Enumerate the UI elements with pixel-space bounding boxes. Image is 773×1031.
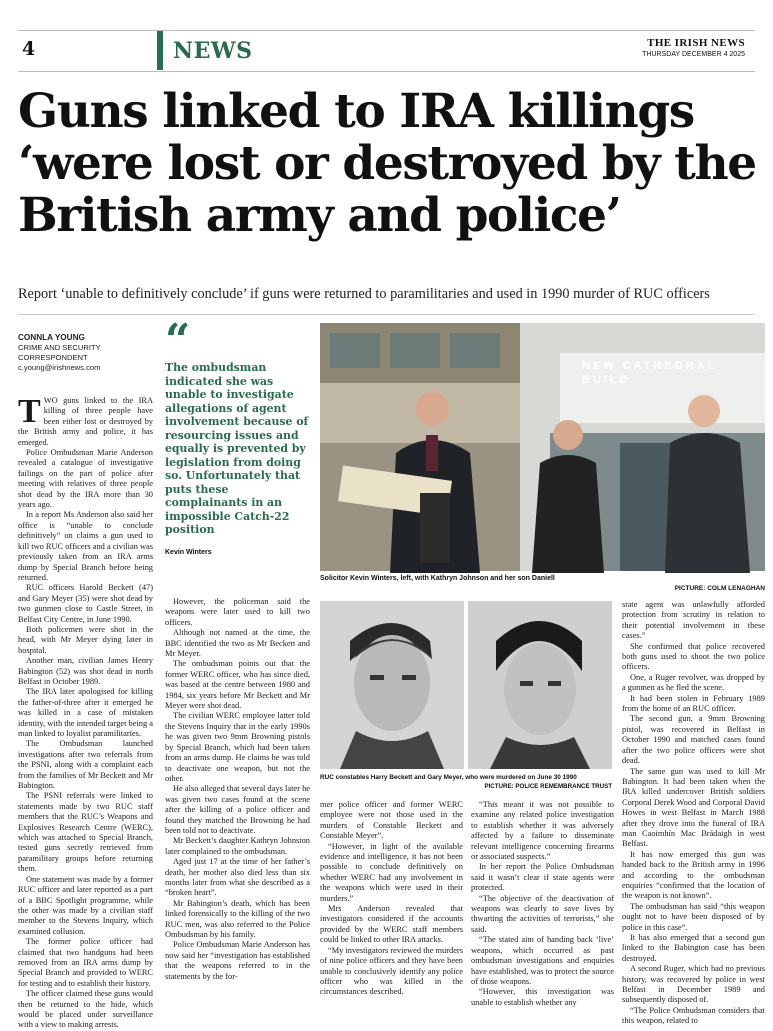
byline-name: CONNLA YOUNG <box>18 333 85 342</box>
paragraph: WO guns linked to the IRA killing of three people have been either lost or destroyed by the British army and police, it has emerged. <box>18 396 153 447</box>
paragraph: One statement was made by a former RUC officer and later reported as a part of a BBC Spotlight programme, while the other was made by a civilian staff member to the Stevens Inquiry, which examined collusion. <box>18 874 153 936</box>
paragraph: In her report the Police Ombudsman said it wasn’t clear if state agents were protected. <box>471 862 614 893</box>
paragraph: mer police officer and former WERC employee were not those used in the murders of Constable Beckett and Constable Meyer”. <box>320 800 463 841</box>
paragraph: One, a Ruger revolver, was dropped by a gunmen as he fled the scene. <box>622 672 765 693</box>
paragraph: “The stated aim of handing back ‘live’ weapons, which occurred as past ombudsman investigations and enquiries have established, was to protect the source of those weapons. <box>471 935 614 986</box>
article-column-4 <box>471 800 614 1008</box>
paragraph: “However, this investigation was unable to establish whether any <box>471 987 614 1007</box>
photo-ruc-constables <box>320 601 612 769</box>
portrait-caption: RUC constables Harry Beckett and Gary Meyer, who were murdered on June 30 1990 <box>320 774 577 781</box>
header-bottom-rule <box>18 71 755 72</box>
page-number: 4 <box>22 38 36 60</box>
paragraph: “The Police Ombudsman considers that this weapon, related to <box>622 1005 765 1026</box>
paragraph: Mrs Anderson revealed that investigators considered if the accounts provided by the WERC staff members could be linked to other IRA attacks. <box>320 904 463 945</box>
article-column-5 <box>622 600 765 1027</box>
paragraph: The second gun, a 9mm Browning pistol, was recovered in Belfast in October 1990 and matched cases found after the two police officers were shot dead. <box>622 714 765 766</box>
paragraph: Police Ombudsman Marie Anderson revealed a catalogue of investigative failings on the part of police after meeting with relatives of three people shot dead by the IRA more than 30 years ago. <box>18 448 153 510</box>
paragraph: He also alleged that several days later he was given two cases found at the scene after the killing of a police officer and found they matched the Browning he had been told not to deactivate. <box>165 784 310 835</box>
quote-mark-icon: “ <box>165 315 191 366</box>
paragraph: RUC officers Harold Beckett (47) and Gary Meyer (35) were shot dead by two gunmen close to Castle Street, in Belfast City Centre, in June 1990. <box>18 583 153 624</box>
paragraph: The ombudsman points out that the former WERC officer, who has since died, was based at the centre between 1980 and 1984, six years before Mr Beckett and Mr Meyer were shot dead. <box>165 659 310 711</box>
article-column-3 <box>320 800 463 998</box>
paragraph: A second Ruger, which had no previous history, was recovered by police in west Belfast in December 1989 and subsequently disposed of. <box>622 964 765 1005</box>
drop-cap: T <box>18 393 41 430</box>
paragraph: The Ombudsman launched investigations after two referrals from the PSNI, along with a complaint each from the families of Mr Beckett and Mr Babington. <box>18 739 153 791</box>
paragraph: The PSNI referrals were linked to statements made by two RUC staff members that the RUC’s Weapons and Explosives Research Centre (WERC), which was attached to Special Branch, tested guns secretly retrieved from paramilitary groups before returning them. <box>18 791 153 874</box>
byline <box>18 333 148 373</box>
portraits <box>320 601 612 769</box>
paragraph: The IRA later apologised for killing the father-of-three after it emerged he was killed in a case of mistaken identity, with the intended target being a man linked to loyalist paramilitaries. <box>18 687 153 738</box>
sign-text: NEW CATHEDRAL BUILD <box>582 360 718 386</box>
paragraph: Although not named at the time, the BBC identified the two as Mr Beckett and Mr Meyer. <box>165 628 310 659</box>
paragraph: Another man, civilian James Henry Babington (52) was shot dead in north Belfast in October 1989. <box>18 656 153 686</box>
paragraph: state agent was unlawfully afforded protection from scrutiny in relation to their potential involvement in these cases.” <box>622 600 765 641</box>
subhead: Report ‘unable to definitively conclude’ if guns were returned to paramilitaries and used in 1990 murder of RUC officers <box>18 286 710 302</box>
paragraph: In a report Ms Anderson also said her office is “unable to conclude definitively” on claims a gun used to kill two RUC officers and a civilian was previously taken from an IRA arms dump by Special Branch before being returned. <box>18 510 153 582</box>
paragraph: The officer claimed these guns would then be returned to the hide, which would be placed under surveillance with a view to making arrests. <box>18 989 153 1030</box>
section-bar <box>157 30 163 70</box>
paragraph: Mr Beckett’s daughter Kathryn Johnston later complained to the ombudsman. <box>165 836 310 856</box>
masthead: THE IRISH NEWS <box>647 37 745 49</box>
article-column-2 <box>165 597 310 982</box>
issue-date: THURSDAY DECEMBER 4 2025 <box>642 51 745 58</box>
photo-caption: Solicitor Kevin Winters, left, with Kathryn Johnson and her son Daniell <box>320 575 555 582</box>
byline-email[interactable]: c.young@irishnews.com <box>18 363 101 372</box>
pullquote-text: The ombudsman indicated she was unable to investigate allegations of agent involvement because of resourcing issues and equally is prevented by legislation from doing so. Unfortunately that puts these complainants in an impossible Catch-22 position <box>165 361 309 536</box>
paragraph: “My investigators reviewed the murders of nine police officers and they have been unable to conclusively identify any police officer who was killed in the circumstances described. <box>320 945 463 997</box>
paragraph: The civilian WERC employee latter told the Stevens Inquiry that in the early 1990s he was given two 9mm Browning pistols by Special Branch, which had been taken from an arms dump. He claims he was told to deactivate one weapon, but not the other. <box>165 711 310 783</box>
paragraph: The ombudsman has said “this weapon ought not to have been disposed of by police in this case”. <box>622 901 765 932</box>
paragraph: Aged just 17 at the time of her father’s death, her mother also died less than six months later from what she described as a “broken heart”. <box>165 857 310 898</box>
paragraph: “The objective of the deactivation of weapons was clearly to save lives by thwarting the activities of terrorists,” she said. <box>471 893 614 934</box>
pullquote <box>165 315 313 556</box>
pullquote-attribution: Kevin Winters <box>165 548 212 556</box>
byline-role: CORRESPONDENT <box>18 353 88 362</box>
section-label: NEWS <box>173 38 253 64</box>
paragraph: The former police officer had claimed that two handguns had been removed from an IRA arms dump by Special Branch and provided to WERC for testing and to establish their history. <box>18 937 153 988</box>
article-column-1 <box>18 393 153 1031</box>
portrait-credit: PICTURE: POLICE REMEMBRANCE TRUST <box>484 783 612 790</box>
paragraph: However, the policeman said the weapons were later used to kill two officers. <box>165 597 310 627</box>
paragraph: “However, in light of the available evidence and intelligence, it has not been possible to conclude definitively on whether WERC had any involvement in the weapons which were used in their murders.” <box>320 841 463 903</box>
paragraph: Police Ombudsman Marie Anderson has now said her “investigation has established that the weapons referred to in the statements by the for- <box>165 940 310 981</box>
headline: Guns linked to IRA killings ‘were lost or destroyed by the British army and police’ <box>18 84 756 243</box>
paragraph: She confirmed that police recovered both guns used to shoot the two police officers. <box>622 641 765 672</box>
photo-credit: PICTURE: COLM LENAGHAN <box>674 585 765 592</box>
paragraph: Both policemen were shot in the head, with Mr Meyer dying later in hospital. <box>18 624 153 655</box>
paragraph: The same gun was used to kill Mr Babington. It had been taken when the IRA killed undercover British soldiers Corporal Derek Wood and Corporal David Howes in west Belfast in March 1988 after they drove into the funeral of IRA man Caoimhín Mac Brádaigh in west Belfast. <box>622 766 765 849</box>
paragraph: It had been stolen in February 1989 from the home of an RUC officer. <box>622 693 765 714</box>
header-top-rule <box>18 30 755 31</box>
byline-role: CRIME AND SECURITY <box>18 343 101 352</box>
paragraph: “This meant it was not possible to examine any related police investigation to establish whether it was adversely affected by a failure to disseminate relevant intelligence concerning firearms or associated suspects.” <box>471 800 614 862</box>
photo-solicitor-press <box>320 323 765 571</box>
paragraph: It has also emerged that a second gun linked to the Babington case has been destroyed. <box>622 933 765 963</box>
paragraph: Mr Babington’s death, which has been linked forensically to the killing of the two RUC men, was also referred to the Police Ombudsman by his family. <box>165 898 310 939</box>
subhead-rule <box>18 314 755 315</box>
paragraph: It has now emerged this gun was handed back to the British army in 1996 and according to the ombudsman enquiries “confirmed that the location of the weapon is not known”. <box>622 849 765 901</box>
